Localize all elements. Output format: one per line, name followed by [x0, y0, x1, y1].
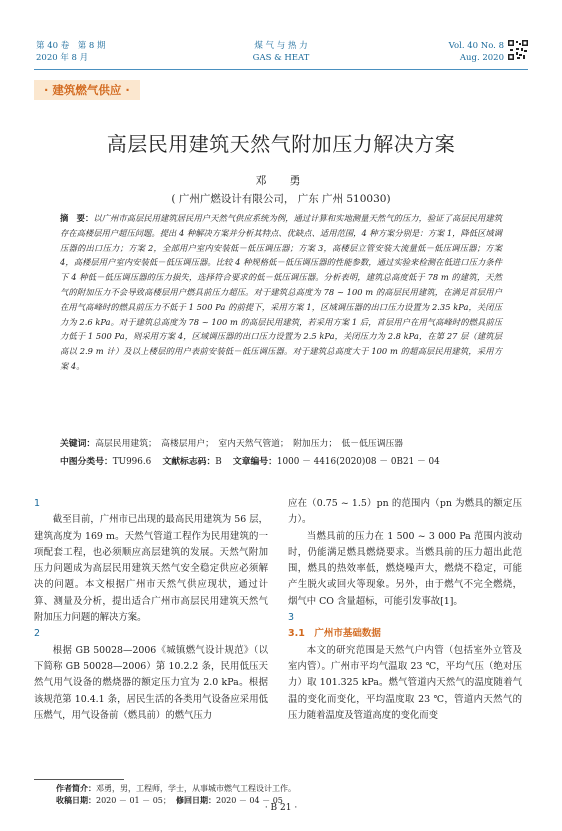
body-column-left — [34, 496, 268, 724]
body-column-right — [288, 496, 522, 724]
category-tag: · 建筑燃气供应 · — [34, 80, 140, 100]
classification-line — [60, 455, 440, 469]
journal-name-cn: 煤 气 与 热 力 — [254, 41, 308, 51]
keywords — [60, 437, 403, 451]
body-paragraph: 截至目前，广州市已出现的最高民用建筑为 56 层，建筑高度为 169 m。天然气管道工程作为民用建筑的一项配套工程，也必须顺应高层建筑的发展。天然气附加压力问题成为高层民用建筑天然气安全稳定供应必须解决的问题。本文根据广州市天然气供应现状，通过计算、测量及分析，提出适合广州市高层民用建筑天然气附加压力问题的解决方案。 — [34, 514, 268, 624]
qr-code-icon — [508, 40, 528, 60]
keywords-text: 高层民用建筑； 高楼层用户； 室内天然气管道； 附加压力； 低－低压调压器 — [95, 439, 404, 449]
page-number: · B 21 · — [264, 803, 298, 813]
footnote-divider — [34, 779, 124, 780]
body-paragraph: 本文的研究范围是天然气户内管（包括室外立管及室内管）。广州市平均气温取 23 ℃，平均气压（绝对压力）取 101.325 kPa。燃气管道内天然气的温度随着气温的变化而变化，平均温度取 23 ℃，管道内天然气的压力随着温度及管道高度的变化而变 — [288, 644, 522, 721]
running-header-right — [449, 40, 504, 64]
author-bio: 作者简介：邓勇，男，工程师，学士，从事城市燃气工程设计工作。 — [56, 784, 296, 793]
article-id: 1000 － 4416(2020)08 － 0B21 － 04 — [276, 457, 440, 467]
article-title: 高层民用建筑天然气附加压力解决方案 — [106, 132, 456, 156]
section-heading-2: 2 — [34, 628, 41, 640]
abstract-text: 以广州市高层民用建筑居民用户天然气供应系统为例，通过计算和实地测量天然气的压力，验证了高层民用建筑存在高楼层用户超压问题。提出 4 种解决方案并分析其特点、优缺点、适用范围，4 种方案分别是：方案 1，降低区域调压器的出口压力；方案 2，全部用户室内安装低－低压调压器；方案 3，高楼层立管安装大流量低－低压调压器；方案 4，高楼层用户室内安装低－低压调压器。比较 4 种规格低－低压调压器的性能参数，通过实验来检测在低进口压力条件下 4 种低－低压调压器的压力损失，选择符合要求的低－低压调压器。分析表明，建筑总高度低于 78 m 的建筑，天然气的附加压力不会导致高楼层用户燃具前压力超压。对于建筑总高度为 78 ~ 100 m 的高层民用建筑，在满足首层用户在用气高峰时的燃具前压力不低于 1 500 Pa 的前提下，采用方案 1，区域调压器的出口压力设置为 2.35 kPa，关闭压力为 2.6 kPa。对于建筑总高度为 78 ~ 100 m 的高层民用建筑，若采用方案 1 后，首层用户在用气高峰时的燃具前压力低于 1 500 Pa，则采用方案 4，区域调压器的出口压力设置为 2.5 kPa，关闭压力为 2.8 kPa，在第 27 层（建筑层高以 2.9 m 计）及以上楼层的用户表前安装低－低压调压器。对于建筑总高度大于 100 m 的超高层民用建筑，采用方案 4。 — [60, 213, 502, 371]
author-name: 邓 勇 — [255, 174, 307, 187]
volume-issue: 第 40 卷 第 8 期 — [36, 41, 106, 51]
abstract — [60, 211, 502, 374]
header-divider — [34, 69, 528, 70]
body-paragraph-continued: 应在（0.75 ~ 1.5）pn 的范围内（pn 为燃具的额定压力）。 — [288, 498, 522, 526]
body-paragraph: 当燃具前的压力在 1 500 ~ 3 000 Pa 范围内波动时，仍能满足燃具燃烧要求。当燃具前的压力超出此范围，燃具的热效率低，燃烧噪声大，燃烧不稳定，可能产生脱火或回火等现象。另外，由于燃气不完全燃烧，烟气中 CO 含量超标，可能引发事故[1]。 — [288, 530, 522, 607]
clc-label: 中图分类号： — [60, 457, 113, 467]
doc-code: B — [215, 457, 222, 467]
issue-date: 2020 年 8 月 — [36, 53, 89, 63]
article-dates: 收稿日期：2020 － 01 － 05； 修回日期：2020 － 04 － 05 — [56, 795, 283, 805]
subsection-heading: 3.1 广州市基础数据 — [288, 628, 381, 640]
article-id-label: 文章编号： — [232, 457, 277, 467]
keywords-label: 关键词： — [60, 439, 96, 449]
body-paragraph: 根据 GB 50028—2006《城镇燃气设计规范》（以下简称 GB 50028—2006）第 10.2.2 条，民用低压天然气用气设备的燃烧器的额定压力宜为 2.0 kPa。根据该规范第 10.4.1 条，居民生活的各类用气设备应采用低压燃气，用气设备前（燃具前）的燃气压力 — [34, 644, 268, 721]
journal-name-en: GAS & HEAT — [252, 53, 310, 63]
doc-code-label: 文献标志码： — [162, 457, 216, 467]
author-affiliation: ( 广州广燃设计有限公司， 广东 广州 510030) — [171, 193, 391, 205]
section-heading-3: 3 — [288, 612, 295, 624]
section-heading-1: 1 — [34, 498, 41, 509]
issue-date-en: Aug. 2020 — [459, 53, 504, 63]
abstract-label: 摘 要： — [60, 213, 94, 223]
volume-issue-en: Vol. 40 No. 8 — [448, 41, 504, 51]
clc-number: TU996.6 — [112, 457, 152, 467]
